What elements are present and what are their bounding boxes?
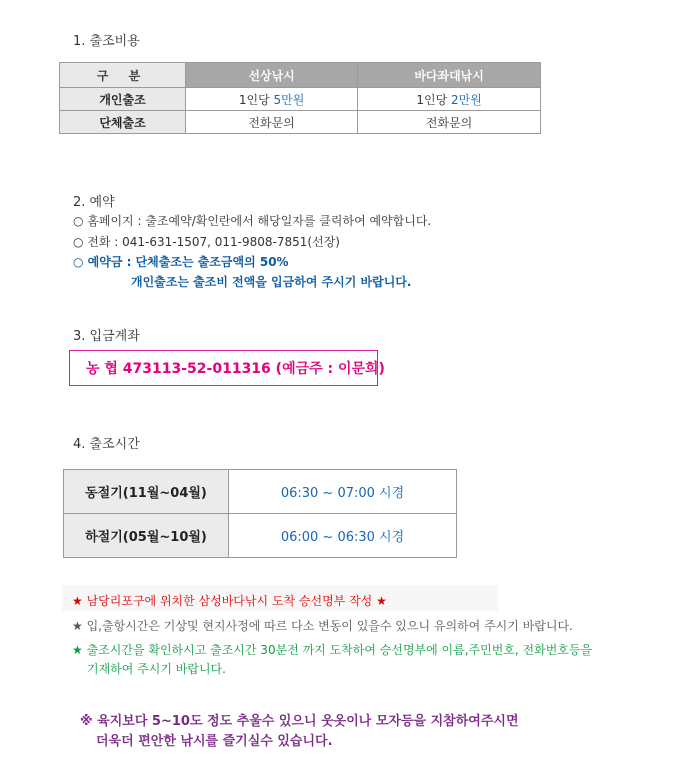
cost-header-category: 구 분 (60, 63, 186, 88)
cost-table (59, 62, 541, 134)
cost-row-label: 단체출조 (60, 111, 186, 134)
reservation-deposit-line: ○ 예약금 : 단체출조는 출조금액의 50% (73, 255, 289, 269)
note-clothing-advice: ※ 육지보다 5~10도 정도 추울수 있으니 웃옷이나 모자등을 지참하여주시면 (80, 714, 519, 729)
cost-table-header-row (60, 63, 541, 88)
price-prefix: 1인당 (238, 92, 274, 107)
note-arrival-instructions: ★ 출조시간을 확인하시고 출조시간 30분전 까지 도착하여 승선명부에 이름,주민번호, 전화번호등을 (72, 643, 593, 657)
price-value: 5만원 (273, 92, 305, 107)
note-schedule-change: ★ 입,출항시간은 기상및 현지사정에 따르 다소 변동이 있을수 있으니 유의하여 주시기 바랍니다. (72, 619, 573, 633)
departure-time-table (63, 469, 457, 558)
departure-time-value: 06:30 ~ 07:00 시경 (229, 470, 457, 514)
time-row-winter (64, 470, 457, 514)
cost-row-group (60, 111, 541, 134)
cost-cell-boat-individual (186, 88, 358, 111)
price-value: 2만원 (451, 92, 482, 107)
departure-time-value: 06:00 ~ 06:30 시경 (229, 514, 457, 558)
note-arrival-instructions-cont: 기재하여 주시기 바랍니다. (87, 662, 226, 676)
reservation-deposit-individual-line: 개인출조는 출조비 전액을 입금하여 주시기 바랍니다. (131, 275, 412, 289)
section-title-cost: 1. 출조비용 (73, 34, 140, 49)
section-title-reservation: 2. 예약 (73, 195, 115, 210)
cost-header-platform-fishing: 바다좌대낚시 (358, 63, 541, 88)
reservation-phone-line: ○ 전화 : 041-631-1507, 011-9808-7851(선장) (73, 235, 340, 249)
bank-account-text: 농 협 473113-52-011316 (예금주 : 이문희) (86, 361, 385, 377)
cost-header-boat-fishing: 선상낚시 (186, 63, 358, 88)
cost-row-label: 개인출조 (60, 88, 186, 111)
section-title-departure-time: 4. 출조시간 (73, 437, 140, 452)
bank-account-box (69, 350, 385, 386)
cost-cell-platform-individual (358, 88, 541, 111)
season-label: 하절기(05월~10월) (64, 514, 229, 558)
note-boarding-list: ★ 남당리포구에 위치한 삼성바다낚시 도착 승선명부 작성 ★ (72, 594, 387, 608)
reservation-homepage-line: ○ 홈페이지 : 출조예약/확인란에서 해당일자를 클릭하여 예약합니다. (73, 214, 432, 228)
season-label: 동절기(11월~04월) (64, 470, 229, 514)
price-prefix: 1인당 (416, 92, 451, 107)
cost-cell-platform-group: 전화문의 (358, 111, 541, 134)
cost-row-individual (60, 88, 541, 111)
time-row-summer (64, 514, 457, 558)
note-clothing-advice-cont: 더욱더 편안한 낚시를 즐기실수 있습니다. (96, 734, 333, 749)
section-title-account: 3. 입금계좌 (73, 329, 140, 344)
cost-cell-boat-group: 전화문의 (186, 111, 358, 134)
